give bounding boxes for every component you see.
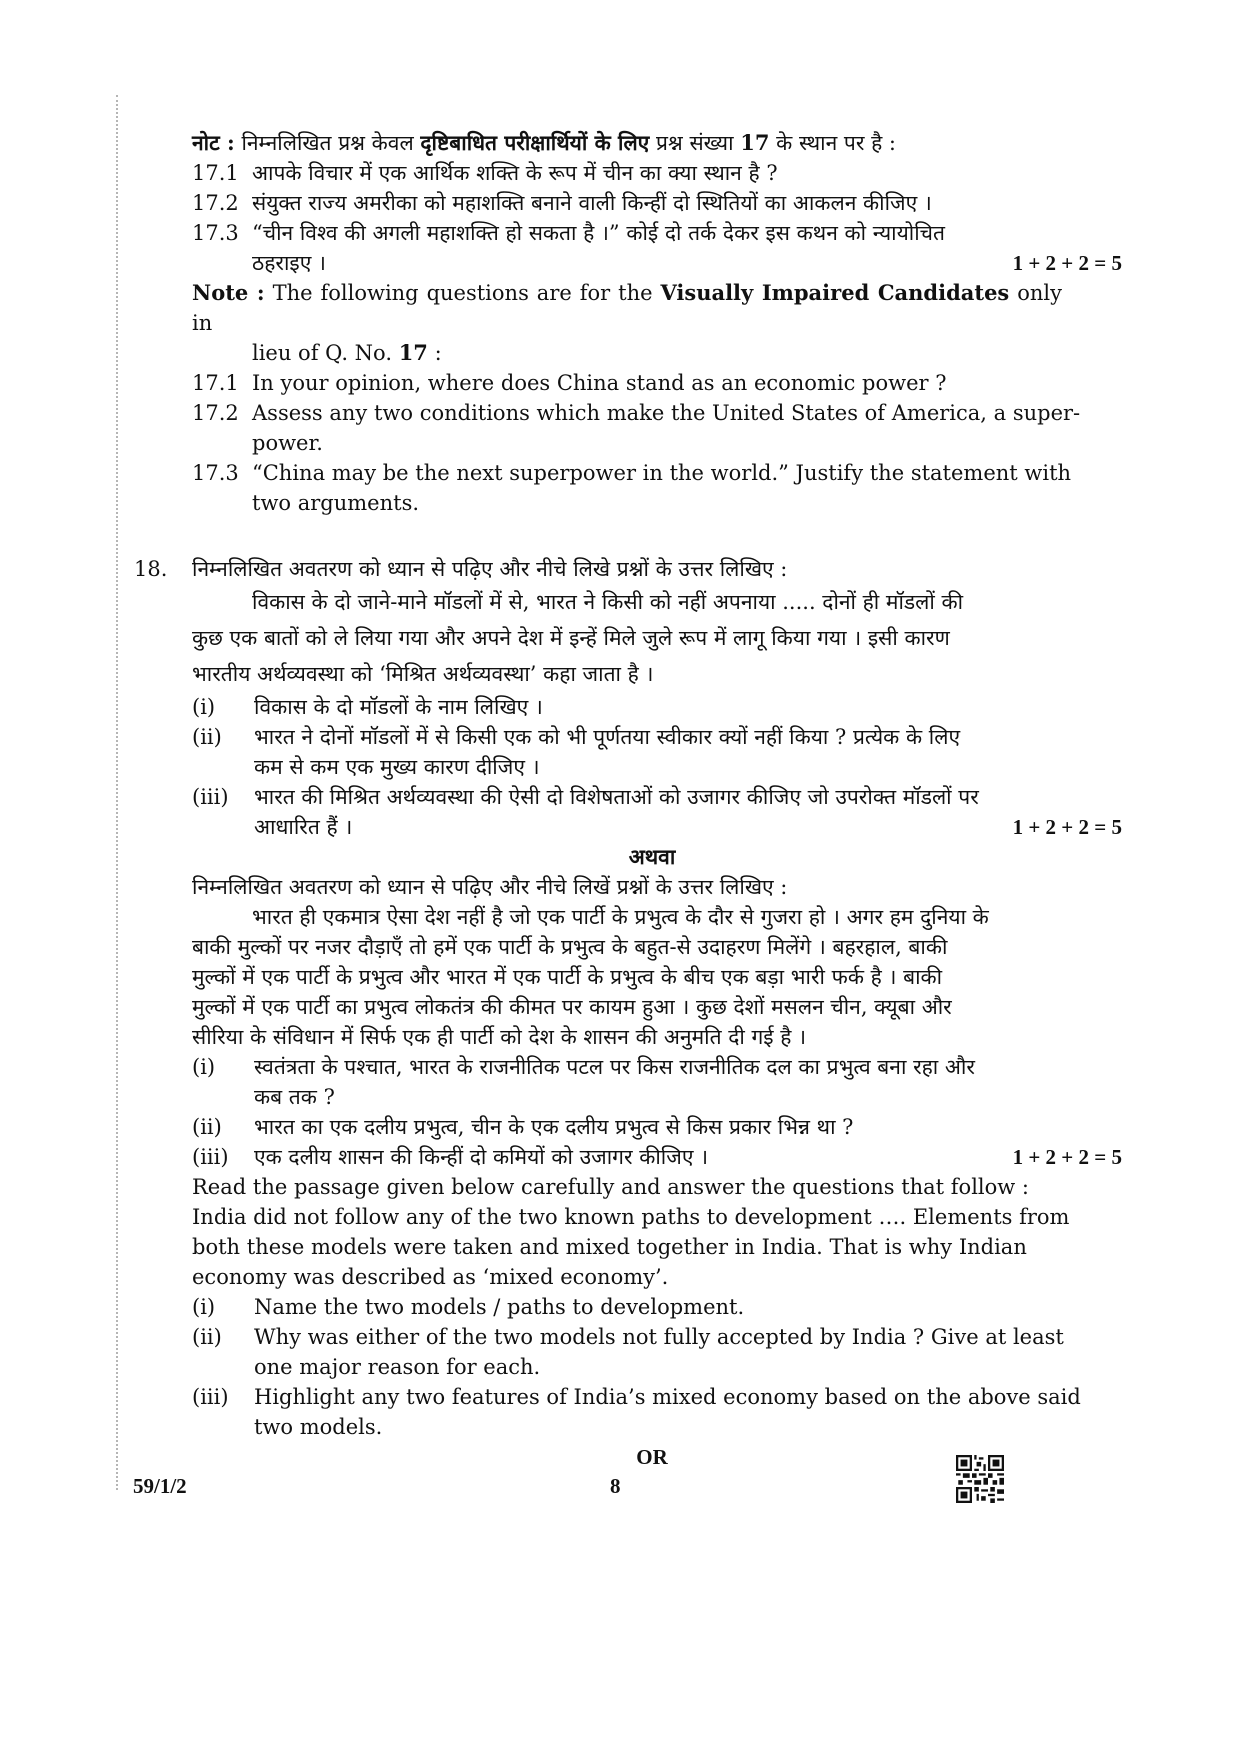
passage-line: सीरिया के संविधान में सिर्फ एक ही पार्टी को देश के शासन की अनुमति दी गई है । [192, 1025, 807, 1049]
q18-iii-english-cont [192, 1412, 1062, 1442]
marks-allocation: 1 + 2 + 2 = 5 [1012, 1145, 1122, 1169]
note-hindi-label: नोट : [192, 130, 235, 155]
question-text: “China may be the next superpower in the world.” Justify the statement with [252, 461, 1072, 485]
q17-3-english-cont [192, 488, 1062, 518]
sub-question-number: (ii) [192, 725, 222, 749]
sub-question-text-cont: कब तक ? [254, 1085, 335, 1109]
q17-2-hindi [192, 188, 1112, 218]
note-english-text-2: only in [192, 281, 1062, 335]
sub-question-number: (i) [192, 1055, 216, 1079]
note-english-text-1: The following questions are for the [272, 281, 653, 305]
sub-question-number: (ii) [192, 1325, 222, 1349]
passage-line: both these models were taken and mixed together in India. That is why Indian [192, 1235, 1027, 1259]
q17-3-english [192, 458, 1072, 488]
sub-question-text: Why was either of the two models not fully accepted by India ? Give at least [254, 1325, 1064, 1349]
marks-allocation: 1 + 2 + 2 = 5 [1012, 815, 1122, 839]
question-number: 17.1 [192, 161, 239, 185]
sub-question-text: Highlight any two features of India’s mixed economy based on the above said [254, 1385, 1081, 1409]
sub-question-text-cont: two models. [254, 1415, 383, 1439]
passage-hindi [192, 584, 1112, 692]
q17-3-hindi-cont [192, 248, 1122, 278]
q18-iii-hindi-cont [192, 812, 1122, 842]
q18-or-i-hindi [192, 1052, 1112, 1082]
question-number: 17.1 [192, 371, 239, 395]
sub-question-text-cont: आधारित हैं । [254, 815, 353, 839]
paper-code: 59/1/2 [133, 1474, 187, 1498]
question-text-cont: ठहराइए । [252, 251, 326, 275]
passage-line: भारत ही एकमात्र ऐसा देश नहीं है जो एक पार्टी के प्रभुत्व के दौर से गुजरा हो । अगर हम दुनिया के [252, 905, 989, 929]
q18-instruction2-hindi: निम्नलिखित अवतरण को ध्यान से पढ़िए और नीचे लिखें प्रश्नों के उत्तर लिखिए : [192, 875, 788, 899]
sub-question-number: (i) [192, 695, 216, 719]
note-english-label: Note : [192, 280, 265, 305]
note-english-cont [252, 338, 1112, 368]
sub-question-text: भारत का एक दलीय प्रभुत्व, चीन के एक दलीय प्रभुत्व से किस प्रकार भिन्न था ? [254, 1115, 854, 1139]
q18-i-english [192, 1292, 1062, 1322]
q18-iii-hindi [192, 782, 1112, 812]
note-english-qno: 17 [398, 340, 428, 365]
q18-ii-hindi-cont [192, 752, 1112, 782]
q18-i-hindi [192, 692, 1112, 722]
q18-ii-english-cont [192, 1352, 1062, 1382]
passage-line: विकास के दो जाने-माने मॉडलों में से, भारत ने किसी को नहीं अपनाया ..... दोनों ही मॉडलों की [252, 590, 964, 614]
q18-iii-english [192, 1382, 1081, 1412]
sub-question-text: भारत की मिश्रित अर्थव्यवस्था की ऐसी दो विशेषताओं को उजागर कीजिए जो उपरोक्त मॉडलों पर [254, 785, 979, 809]
passage2-hindi [192, 902, 1112, 1052]
question-number-18: 18. [134, 557, 168, 581]
sub-question-text-cont: कम से कम एक मुख्य कारण दीजिए । [254, 755, 540, 779]
passage-line: बाकी मुल्कों पर नजर दौड़ाएँ तो हमें एक पार्टी के प्रभुत्व के बहुत-से उदाहरण मिलेंगे । बहरहाल, बाकी [192, 935, 948, 959]
note-hindi [192, 128, 1112, 158]
marks-allocation: 1 + 2 + 2 = 5 [1012, 251, 1122, 275]
q17-1-english [192, 368, 1062, 398]
question-text-cont: power. [252, 431, 323, 455]
q18-or-i-hindi-cont [192, 1082, 1112, 1112]
instruction-text: निम्नलिखित अवतरण को ध्यान से पढ़िए और नीचे लिखे प्रश्नों के उत्तर लिखिए : [192, 557, 788, 581]
question-text-cont: two arguments. [252, 491, 420, 515]
sub-question-text: Name the two models / paths to development. [254, 1295, 745, 1319]
sub-question-number: (iii) [192, 1145, 229, 1169]
q18-instruction-english: Read the passage given below carefully and answer the questions that follow : [192, 1175, 1030, 1199]
question-text: संयुक्त राज्य अमरीका को महाशक्ति बनाने वाली किन्हीं दो स्थितियों का आकलन कीजिए । [252, 191, 932, 215]
q17-2-english-cont [192, 428, 1062, 458]
margin-dotted-line [116, 95, 118, 1490]
qr-code-icon [956, 1455, 1004, 1503]
passage-line: economy was described as ‘mixed economy’. [192, 1265, 669, 1289]
note-hindi-qno: 17 [740, 130, 770, 155]
question-number: 17.2 [192, 401, 239, 425]
passage-line: India did not follow any of the two known paths to development …. Elements from [192, 1205, 1070, 1229]
passage-line: कुछ एक बातों को ले लिया गया और अपने देश में इन्हें मिले जुले रूप में लागू किया गया । इसी कारण [192, 626, 950, 650]
question-number: 17.3 [192, 221, 239, 245]
sub-question-text: स्वतंत्रता के पश्चात, भारत के राजनीतिक पटल पर किस राजनीतिक दल का प्रभुत्व बना रहा और [254, 1055, 975, 1079]
sub-question-number: (ii) [192, 1115, 222, 1139]
q17-1-hindi [192, 158, 1112, 188]
passage-line: भारतीय अर्थव्यवस्था को ‘मिश्रित अर्थव्यवस्था’ कहा जाता है । [192, 662, 654, 686]
or-separator-hindi: अथवा [628, 844, 676, 869]
sub-question-text-cont: one major reason for each. [254, 1355, 541, 1379]
q18-ii-hindi [192, 722, 1112, 752]
question-text: In your opinion, where does China stand as an economic power ? [252, 371, 947, 395]
sub-question-text: एक दलीय शासन की किन्हीं दो कमियों को उजागर कीजिए । [254, 1145, 709, 1169]
note-hindi-bold: दृष्टिबाधित परीक्षार्थियों के लिए [420, 130, 650, 155]
note-english-text-4: : [434, 341, 442, 365]
sub-question-number: (iii) [192, 785, 229, 809]
page-content [134, 128, 1122, 1472]
sub-question-text: भारत ने दोनों मॉडलों में से किसी एक को भी पूर्णतया स्वीकार क्यों नहीं किया ? प्रत्येक के लिए [254, 725, 961, 749]
q17-3-hindi [192, 218, 1112, 248]
passage-line: मुल्कों में एक पार्टी का प्रभुत्व लोकतंत्र की कीमत पर कायम हुआ । कुछ देशों मसलन चीन, क्यूबा और [192, 995, 952, 1019]
note-english [192, 278, 1062, 338]
note-hindi-text-3: के स्थान पर है : [776, 131, 897, 155]
question-text: आपके विचार में एक आर्थिक शक्ति के रूप में चीन का क्या स्थान है ? [252, 161, 778, 185]
question-number: 17.2 [192, 191, 239, 215]
sub-question-number: (iii) [192, 1385, 229, 1409]
q18-or-iii-hindi [192, 1142, 1122, 1172]
q18-instruction-hindi [134, 554, 1112, 584]
q18-ii-english [192, 1322, 1062, 1352]
note-hindi-text-1: निम्नलिखित प्रश्न केवल [241, 131, 414, 155]
sub-question-number: (i) [192, 1295, 216, 1319]
sub-question-text: विकास के दो मॉडलों के नाम लिखिए । [254, 695, 543, 719]
or-separator-english: OR [636, 1445, 668, 1469]
question-text: “चीन विश्व की अगली महाशक्ति हो सकता है ।” कोई दो तर्क देकर इस कथन को न्यायोचित [252, 221, 945, 245]
note-hindi-text-2: प्रश्न संख्या [655, 131, 734, 155]
page-number: 8 [610, 1474, 621, 1498]
question-text: Assess any two conditions which make the United States of America, a super- [252, 401, 1081, 425]
q17-2-english [192, 398, 1081, 428]
q18-or-ii-hindi [192, 1112, 1112, 1142]
note-english-text-3: lieu of Q. No. [252, 341, 392, 365]
question-number: 17.3 [192, 461, 239, 485]
note-english-bold: Visually Impaired Candidates [660, 280, 1010, 305]
passage-line: मुल्कों में एक पार्टी के प्रभुत्व और भारत में एक पार्टी के प्रभुत्व के बीच एक बड़ा भारी फर्क है । बाकी [192, 965, 943, 989]
